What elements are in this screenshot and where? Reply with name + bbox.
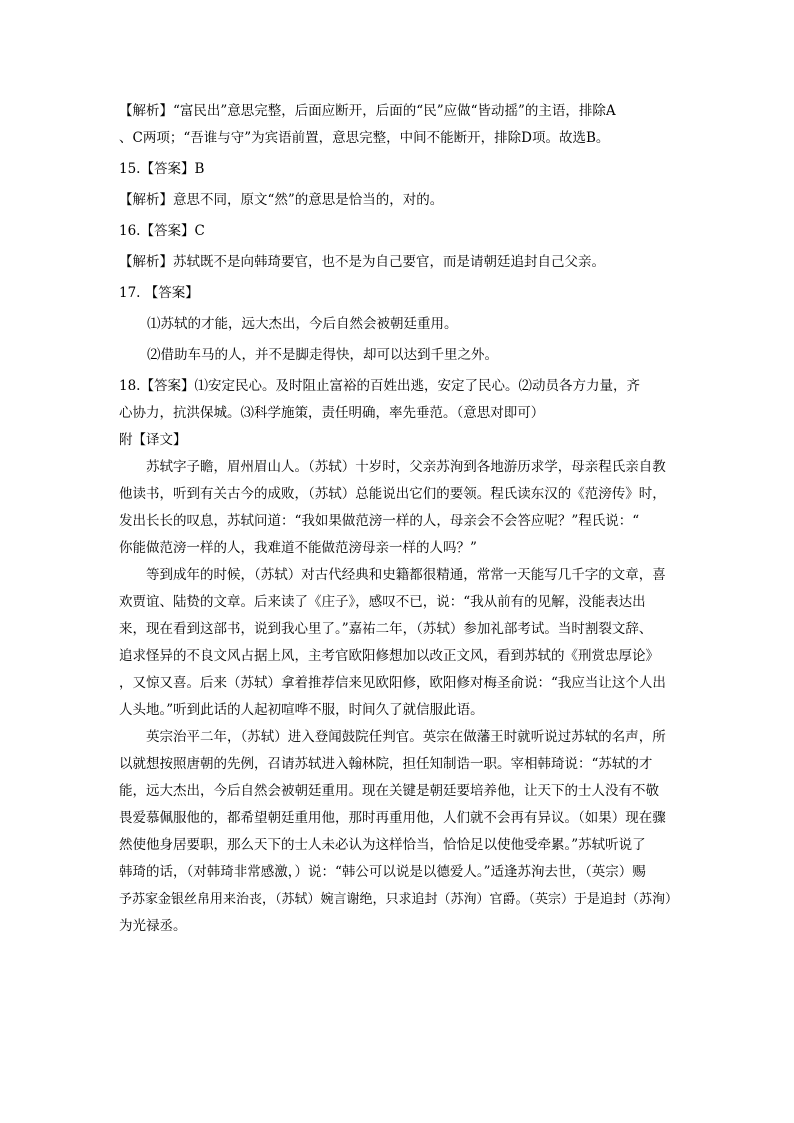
text-line: 18.【答案】⑴安定民心。及时阻止富裕的百姓出逃，安定了民心。⑵动员各方力量，齐 — [119, 378, 640, 394]
text-line: 心协力，抗洪保城。⑶科学施策，责任明确，率先垂范。（意思对即可） — [119, 405, 545, 421]
text-line: 然使他身居要职，那么天下的士人未必认为这样恰当，恰恰足以使他受牵累。”苏轼听说了 — [119, 837, 646, 853]
translation-paragraph-3 — [119, 724, 679, 940]
text-line: 韩琦的话，（对韩琦非常感激，）说：“韩公可以说是以德爱人。”适逢苏洵去世，（英宗）赐 — [119, 864, 646, 880]
text-line: 发出长长的叹息，苏轼问道：“我如果做范滂一样的人，母亲会不会答应呢？”程氏说：“ — [119, 513, 640, 529]
translation-section — [119, 427, 679, 940]
text-line: 苏轼字子瞻，眉州眉山人。（苏轼）十岁时，父亲苏洵到各地游历求学，母亲程氏亲自教 — [146, 459, 666, 475]
question-18 — [119, 373, 679, 427]
translation-heading: 附【译文】 — [119, 432, 187, 448]
document-page — [119, 98, 679, 940]
text-line: 能，远大杰出，今后自然会被朝廷重用。现在关键是朝廷要培养他，让天下的士人没有不敬 — [119, 783, 659, 799]
answer-item: ⑵借助车马的人，并不是脚走得快，却可以达到千里之外。 — [147, 347, 498, 363]
translation-paragraph-2 — [119, 562, 679, 724]
answer-line: 16.【答案】C — [119, 223, 205, 239]
text-line: 以就想按照唐朝的先例，召请苏轼进入翰林院，担任知制诰一职。宰相韩琦说：“苏轼的才 — [119, 756, 653, 772]
text-line: ，又惊又喜。后来（苏轼）拿着推荐信来见欧阳修，欧阳修对梅圣俞说：“我应当让这个人出 — [119, 675, 666, 691]
text-line: 予苏家金银丝帛用来治丧，（苏轼）婉言谢绝，只求追封（苏洵）官爵。（英宗）于是追封（苏洵） — [119, 892, 679, 907]
text-line: 人头地。”听到此话的人起初喧哗不服，时间久了就信服此语。 — [119, 702, 484, 718]
question-17 — [119, 280, 679, 369]
text-line: 、C两项；“吾谁与守”为宾语前置，意思完整，中间不能断开，排除D项。故选B。 — [119, 130, 610, 146]
answer-line: 17. 【答案】 — [119, 285, 199, 301]
text-line: 欢贾谊、陆贽的文章。后来读了《庄子》，感叹不已，说：“我从前有的见解，没能表达出 — [119, 594, 646, 610]
analysis-line: 【解析】意思不同，原文“然”的意思是恰当的，对的。 — [119, 192, 444, 208]
text-line: 他读书，听到有关古今的成败，（苏轼）总能说出它们的要领。程氏读东汉的《范滂传》时， — [119, 486, 666, 502]
analysis-line: 【解析】苏轼既不是向韩琦要官，也不是为自己要官，而是请朝廷追封自己父亲。 — [119, 254, 605, 270]
text-line: 畏爱慕佩服他的，都希望朝廷重用他，那时再重用他，人们就不会再有异议。（如果）现在骤 — [119, 810, 666, 826]
question-15 — [119, 156, 679, 214]
translation-paragraph-1 — [119, 454, 679, 562]
text-line: 为光禄丞。 — [119, 918, 187, 934]
text-line: 英宗治平二年，（苏轼）进入登闻鼓院任判官。英宗在做藩王时就听说过苏轼的名声，所 — [146, 729, 666, 745]
answer-item: ⑴苏轼的才能，远大杰出，今后自然会被朝廷重用。 — [147, 316, 458, 332]
answer-line: 15.【答案】B — [119, 161, 205, 177]
text-line: 追求怪异的不良文风占据上风，主考官欧阳修想加以改正文风，看到苏轼的《刑赏忠厚论》 — [119, 648, 659, 664]
analysis-14 — [119, 98, 679, 152]
text-line: 你能做范滂一样的人，我难道不能做范滂母亲一样的人吗？” — [119, 540, 477, 556]
text-line: 等到成年的时候，（苏轼）对古代经典和史籍都很精通，常常一天能写几千字的文章，喜 — [146, 567, 666, 583]
text-line: 【解析】“富民出”意思完整，后面应断开，后面的“民”应做“皆动摇”的主语，排除A — [119, 103, 616, 119]
question-16 — [119, 218, 679, 276]
text-line: 来，现在看到这部书，说到我心里了。”嘉祐二年，（苏轼）参加礼部考试。当时割裂文辞、 — [119, 621, 653, 637]
